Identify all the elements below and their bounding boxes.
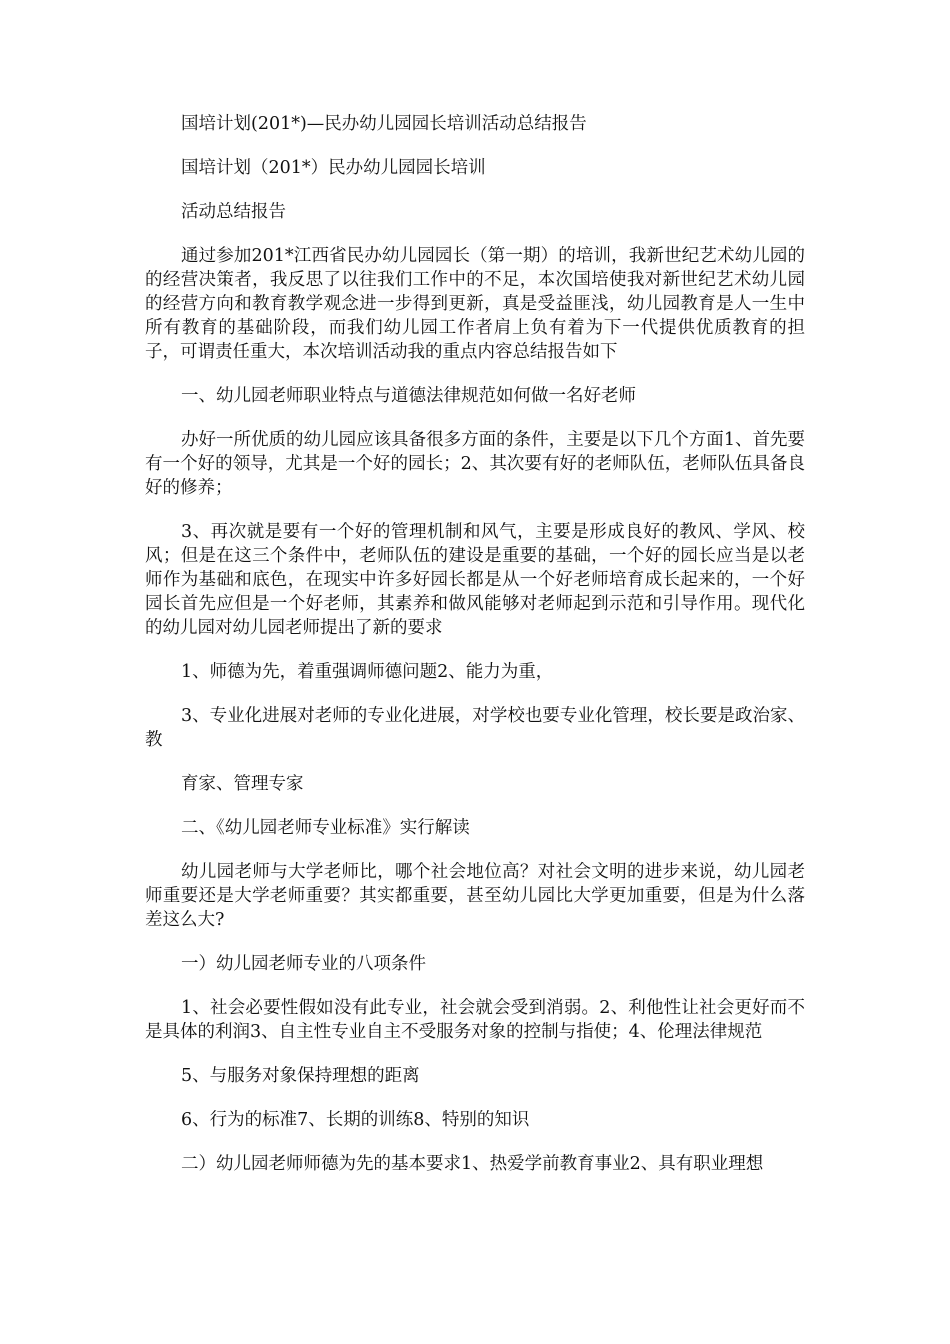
body-paragraph: 5、与服务对象保持理想的距离	[181, 1066, 420, 1086]
subtitle-line-2: 活动总结报告	[181, 202, 286, 222]
body-paragraph: 3、专业化进展对老师的专业化进展，对学校也要专业化管理，校长要是政治家、教	[145, 706, 805, 750]
section-heading-2: 二、《幼儿园老师专业标准》实行解读	[181, 818, 470, 838]
body-paragraph: 办好一所优质的幼儿园应该具备很多方面的条件，主要是以下几个方面1、首先要有一个好的领导，尤其是一个好的园长；2、其次要有好的老师队伍，老师队伍具备良好的修养；	[145, 430, 805, 498]
subsection-heading-1: 一）幼儿园老师专业的八项条件	[181, 954, 426, 974]
body-paragraph: 6、行为的标准7、长期的训练8、特别的知识	[181, 1110, 530, 1130]
document-title: 国培计划(201*)—民办幼儿园园长培训活动总结报告	[181, 114, 587, 134]
subtitle-line-1: 国培计划（201*）民办幼儿园园长培训	[181, 158, 486, 178]
intro-paragraph: 通过参加201*江西省民办幼儿园园长（第一期）的培训，我新世纪艺术幼儿园的的经营决策者，我反思了以往我们工作中的不足，本次国培使我对新世纪艺术幼儿园的经营方向和教育教学观念进一步得到更新，真是受益匪浅，幼儿园教育是人一生中所有教育的基础阶段，而我们幼儿园工作者肩上负有着为下一代提供优质教育的担子，可谓责任重大，本次培训活动我的重点内容总结报告如下	[145, 246, 805, 362]
document-body	[145, 112, 805, 1196]
body-paragraph: 育家、管理专家	[181, 774, 304, 794]
subsection-heading-2: 二）幼儿园老师师德为先的基本要求1、热爱学前教育事业2、具有职业理想	[181, 1154, 764, 1174]
section-heading-1: 一、幼儿园老师职业特点与道德法律规范如何做一名好老师	[181, 386, 636, 406]
body-paragraph: 幼儿园老师与大学老师比，哪个社会地位高？对社会文明的进步来说，幼儿园老师重要还是大学老师重要？其实都重要，甚至幼儿园比大学更加重要，但是为什么落差这么大?	[145, 862, 805, 930]
body-paragraph: 3、再次就是要有一个好的管理机制和风气，主要是形成良好的教风、学风、校风；但是在这三个条件中，老师队伍的建设是重要的基础，一个好的园长应当是以老师作为基础和底色，在现实中许多好园长都是从一个好老师培育成长起来的，一个好园长首先应但是一个好老师，其素养和做风能够对老师起到示范和引导作用。现代化的幼儿园对幼儿园老师提出了新的要求	[145, 522, 805, 638]
body-paragraph: 1、社会必要性假如没有此专业，社会就会受到消弱。2、利他性让社会更好而不是具体的利润3、自主性专业自主不受服务对象的控制与指使；4、伦理法律规范	[145, 998, 805, 1042]
body-paragraph: 1、师德为先，着重强调师德问题2、能力为重，	[181, 662, 554, 682]
